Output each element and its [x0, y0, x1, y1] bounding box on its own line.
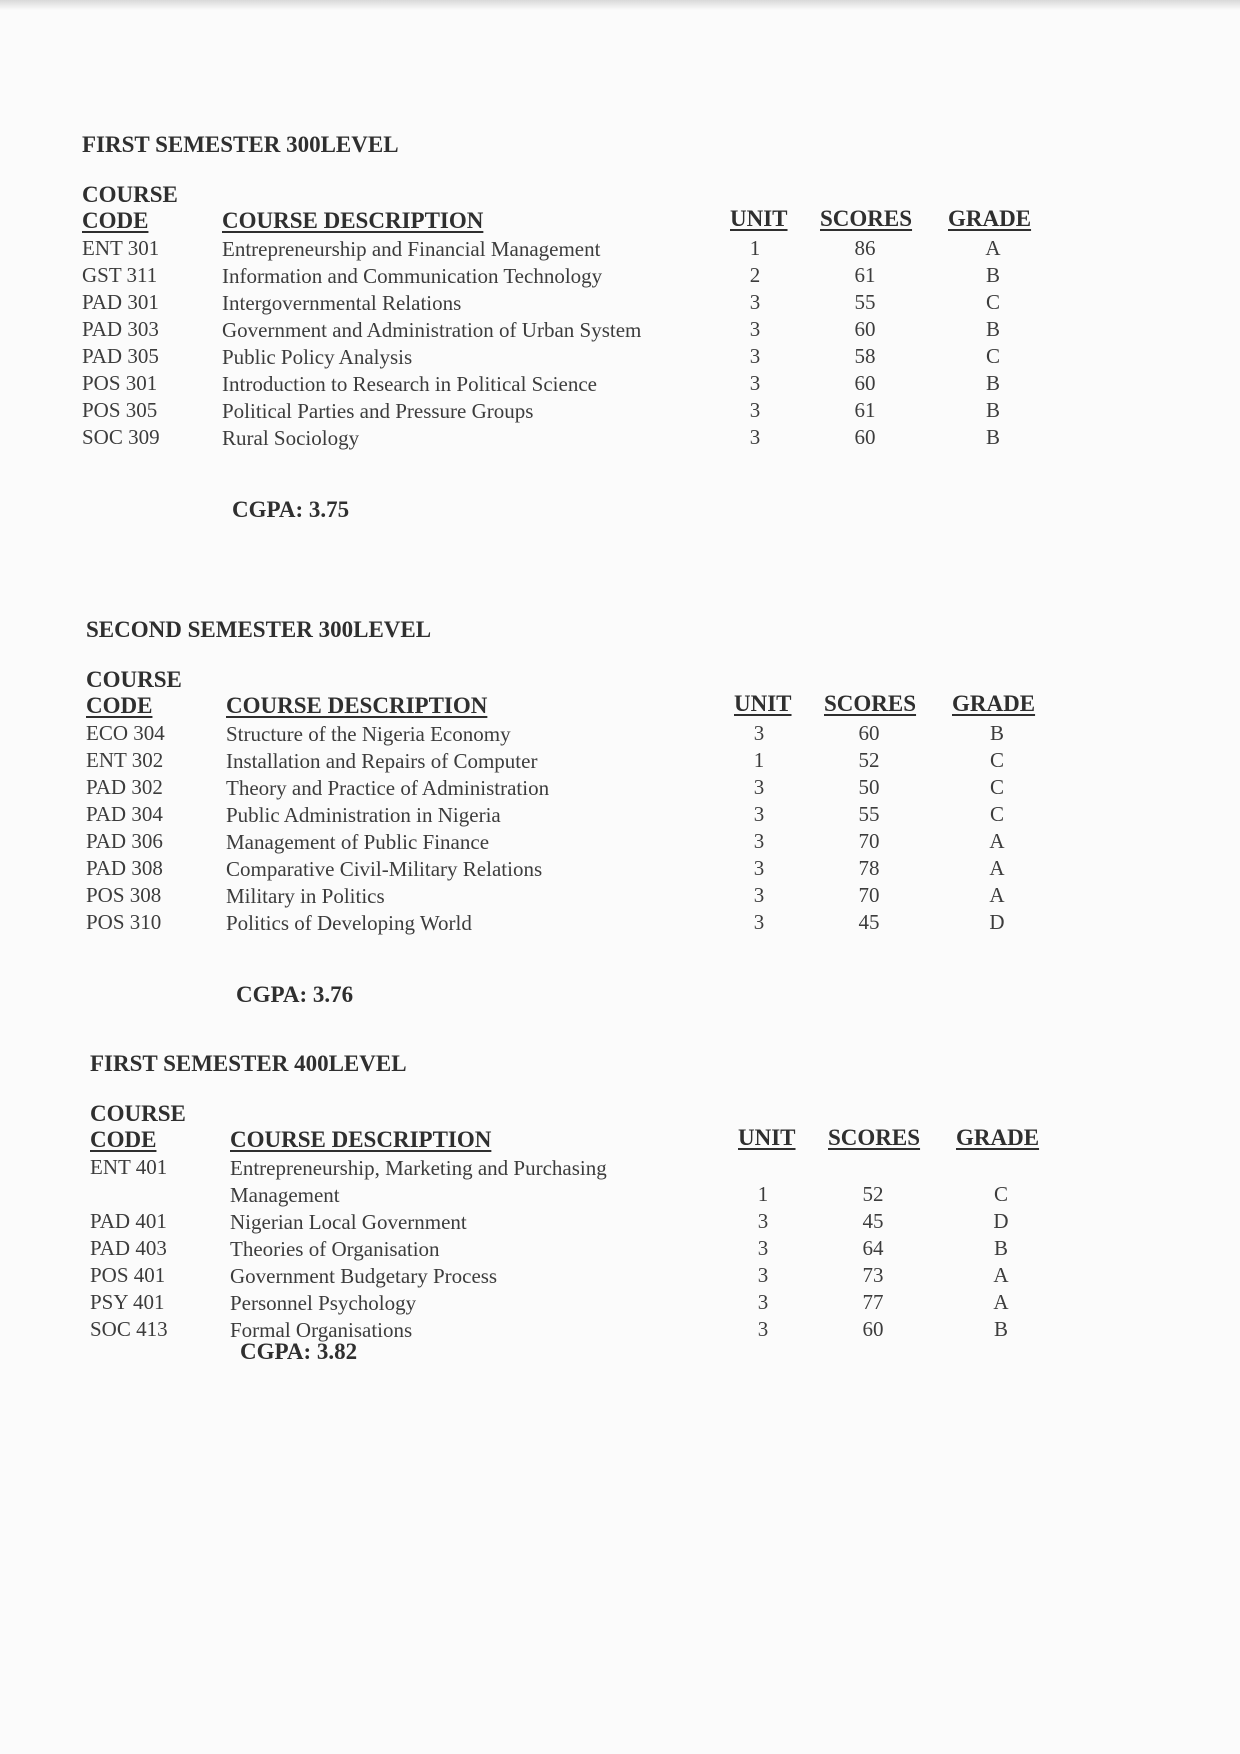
course-code: GST 311 — [82, 263, 158, 287]
scores-header-text: SCORES — [820, 206, 913, 231]
grade-header-text: GRADE — [956, 1125, 1040, 1150]
course-grade: B — [985, 317, 1000, 341]
course-code: POS 308 — [86, 883, 162, 907]
scores-header-text: SCORES — [824, 691, 917, 716]
course-grade: B — [985, 371, 1000, 395]
course-description: Formal Organisations — [230, 1318, 413, 1342]
course-code-header-line1: COURSE — [82, 182, 178, 207]
course-unit: 3 — [753, 721, 765, 745]
course-description: Entrepreneurship, Marketing and Purchasing Management — [230, 1156, 607, 1207]
course-code: SOC 309 — [82, 425, 160, 449]
course-score: 52 — [858, 748, 880, 772]
course-description-header — [226, 693, 487, 719]
course-code: PAD 401 — [90, 1209, 167, 1233]
course-rows — [82, 236, 1082, 452]
course-code: PAD 304 — [86, 802, 163, 826]
course-row — [86, 775, 1086, 802]
course-score: 45 — [862, 1209, 884, 1233]
course-code: POS 305 — [82, 398, 158, 422]
course-score: 45 — [858, 910, 880, 934]
course-description: Entrepreneurship and Financial Management — [222, 237, 601, 261]
course-code: PAD 403 — [90, 1236, 167, 1260]
course-code: PSY 401 — [90, 1290, 165, 1314]
course-score: 77 — [862, 1290, 884, 1314]
course-code-header — [82, 182, 178, 234]
course-rows — [90, 1155, 1090, 1344]
cgpa-value: CGPA: 3.76 — [236, 982, 354, 1007]
course-row — [90, 1236, 1090, 1263]
course-score: 60 — [854, 317, 876, 341]
course-unit: 3 — [757, 1317, 769, 1341]
course-row — [86, 721, 1086, 748]
unit-header-text: UNIT — [734, 691, 792, 716]
course-code-header-line1: COURSE — [90, 1101, 186, 1126]
course-code: ECO 304 — [86, 721, 165, 745]
course-description: Politics of Developing World — [226, 911, 472, 935]
scores-header — [820, 206, 912, 232]
semester-title: FIRST SEMESTER 400LEVEL — [90, 1051, 407, 1076]
course-row — [86, 829, 1086, 856]
course-score: 61 — [854, 263, 876, 287]
grade-header — [956, 1125, 1039, 1151]
course-score: 64 — [862, 1236, 884, 1260]
semester-title: SECOND SEMESTER 300LEVEL — [86, 617, 432, 642]
course-description-header — [222, 208, 483, 234]
course-score: 86 — [854, 236, 876, 260]
course-grade: C — [989, 748, 1004, 772]
course-description: Rural Sociology — [222, 426, 360, 450]
course-description: Personnel Psychology — [230, 1291, 417, 1315]
course-description: Theories of Organisation — [230, 1237, 440, 1261]
course-grade: A — [989, 883, 1005, 907]
course-description-header-text: COURSE DESCRIPTION — [226, 693, 488, 718]
course-grade: A — [989, 856, 1005, 880]
course-rows — [86, 721, 1086, 937]
course-score: 50 — [858, 775, 880, 799]
course-grade: A — [993, 1263, 1009, 1287]
course-grade: D — [993, 1209, 1009, 1233]
course-code: PAD 306 — [86, 829, 163, 853]
course-description-header-text: COURSE DESCRIPTION — [230, 1127, 492, 1152]
course-unit: 1 — [749, 236, 761, 260]
course-code: POS 301 — [82, 371, 158, 395]
course-description: Introduction to Research in Political Science — [222, 372, 597, 396]
course-code: ENT 302 — [86, 748, 164, 772]
cgpa-value: CGPA: 3.82 — [240, 1339, 358, 1364]
course-row — [82, 398, 1082, 425]
course-row — [82, 263, 1082, 290]
course-description: Theory and Practice of Administration — [226, 776, 550, 800]
course-grade: A — [993, 1290, 1009, 1314]
course-row — [86, 856, 1086, 883]
course-row — [90, 1290, 1090, 1317]
course-unit: 3 — [753, 775, 765, 799]
course-row — [82, 290, 1082, 317]
course-grade: A — [985, 236, 1001, 260]
course-description: Military in Politics — [226, 884, 385, 908]
course-unit: 3 — [753, 856, 765, 880]
course-row — [86, 910, 1086, 937]
cgpa-value: CGPA: 3.75 — [232, 497, 350, 522]
course-code-header — [90, 1101, 186, 1153]
scores-header-text: SCORES — [828, 1125, 921, 1150]
course-description: Political Parties and Pressure Groups — [222, 399, 534, 423]
course-grade: B — [993, 1236, 1008, 1260]
course-score: 70 — [858, 883, 880, 907]
course-unit: 3 — [757, 1236, 769, 1260]
page-top-edge — [0, 0, 1240, 10]
course-description: Public Administration in Nigeria — [226, 803, 501, 827]
course-score: 73 — [862, 1263, 884, 1287]
course-description: Government Budgetary Process — [230, 1264, 498, 1288]
course-score: 61 — [854, 398, 876, 422]
course-unit: 3 — [753, 883, 765, 907]
course-unit: 3 — [753, 910, 765, 934]
course-score: 60 — [858, 721, 880, 745]
unit-header-text: UNIT — [730, 206, 788, 231]
course-description: Government and Administration of Urban System — [222, 318, 642, 342]
course-code: ENT 301 — [82, 236, 160, 260]
course-score: 52 — [862, 1182, 884, 1206]
course-description: Management of Public Finance — [226, 830, 490, 854]
course-score: 60 — [854, 425, 876, 449]
unit-header — [734, 691, 792, 717]
course-code-header — [86, 667, 182, 719]
course-description: Comparative Civil-Military Relations — [226, 857, 543, 881]
course-row — [82, 425, 1082, 452]
unit-header — [730, 206, 788, 232]
course-unit: 3 — [749, 344, 761, 368]
scores-header — [828, 1125, 920, 1151]
course-row — [82, 344, 1082, 371]
course-grade: A — [989, 829, 1005, 853]
course-row — [90, 1263, 1090, 1290]
course-code-header-line2: CODE — [82, 208, 149, 233]
course-code-header-line1: COURSE — [86, 667, 182, 692]
course-grade: C — [993, 1182, 1008, 1206]
scores-header — [824, 691, 916, 717]
course-row — [90, 1155, 1090, 1209]
course-code: POS 401 — [90, 1263, 166, 1287]
course-code: ENT 401 — [90, 1155, 168, 1179]
course-row — [82, 371, 1082, 398]
course-row — [82, 236, 1082, 263]
course-description-header — [230, 1127, 491, 1153]
grade-header-text: GRADE — [952, 691, 1036, 716]
course-grade: B — [985, 263, 1000, 287]
grade-header — [952, 691, 1035, 717]
course-code: PAD 308 — [86, 856, 163, 880]
course-code: PAD 302 — [86, 775, 163, 799]
grade-header-text: GRADE — [948, 206, 1032, 231]
course-score: 58 — [854, 344, 876, 368]
course-row — [86, 802, 1086, 829]
course-description-header-text: COURSE DESCRIPTION — [222, 208, 484, 233]
course-unit: 3 — [753, 802, 765, 826]
course-unit: 3 — [757, 1209, 769, 1233]
course-unit: 2 — [749, 263, 761, 287]
course-description: Public Policy Analysis — [222, 345, 413, 369]
course-unit: 1 — [757, 1182, 769, 1206]
course-grade: C — [985, 344, 1000, 368]
course-description: Structure of the Nigeria Economy — [226, 722, 511, 746]
unit-header-text: UNIT — [738, 1125, 796, 1150]
course-unit: 3 — [749, 398, 761, 422]
course-grade: B — [993, 1317, 1008, 1341]
course-grade: B — [989, 721, 1004, 745]
course-unit: 3 — [753, 829, 765, 853]
course-grade: B — [985, 398, 1000, 422]
course-row — [86, 748, 1086, 775]
course-score: 78 — [858, 856, 880, 880]
course-unit: 3 — [749, 425, 761, 449]
course-score: 70 — [858, 829, 880, 853]
course-code-header-line2: CODE — [90, 1127, 157, 1152]
course-code: SOC 413 — [90, 1317, 168, 1341]
course-row — [82, 317, 1082, 344]
course-score: 55 — [858, 802, 880, 826]
course-description: Intergovernmental Relations — [222, 291, 462, 315]
course-score: 60 — [862, 1317, 884, 1341]
course-unit: 3 — [757, 1263, 769, 1287]
course-unit: 3 — [749, 317, 761, 341]
course-code: PAD 303 — [82, 317, 159, 341]
course-code-header-line2: CODE — [86, 693, 153, 718]
course-description: Installation and Repairs of Computer — [226, 749, 538, 773]
semester-title: FIRST SEMESTER 300LEVEL — [82, 132, 399, 157]
course-grade: B — [985, 425, 1000, 449]
course-code: PAD 301 — [82, 290, 159, 314]
course-row — [86, 883, 1086, 910]
course-unit: 1 — [753, 748, 765, 772]
course-code: PAD 305 — [82, 344, 159, 368]
course-unit: 3 — [757, 1290, 769, 1314]
course-description: Nigerian Local Government — [230, 1210, 467, 1234]
course-row — [90, 1209, 1090, 1236]
course-code: POS 310 — [86, 910, 162, 934]
course-description: Information and Communication Technology — [222, 264, 603, 288]
course-unit: 3 — [749, 290, 761, 314]
course-score: 55 — [854, 290, 876, 314]
grade-header — [948, 206, 1031, 232]
course-unit: 3 — [749, 371, 761, 395]
course-score: 60 — [854, 371, 876, 395]
unit-header — [738, 1125, 796, 1151]
course-grade: C — [989, 775, 1004, 799]
course-grade: D — [989, 910, 1005, 934]
course-grade: C — [985, 290, 1000, 314]
course-grade: C — [989, 802, 1004, 826]
